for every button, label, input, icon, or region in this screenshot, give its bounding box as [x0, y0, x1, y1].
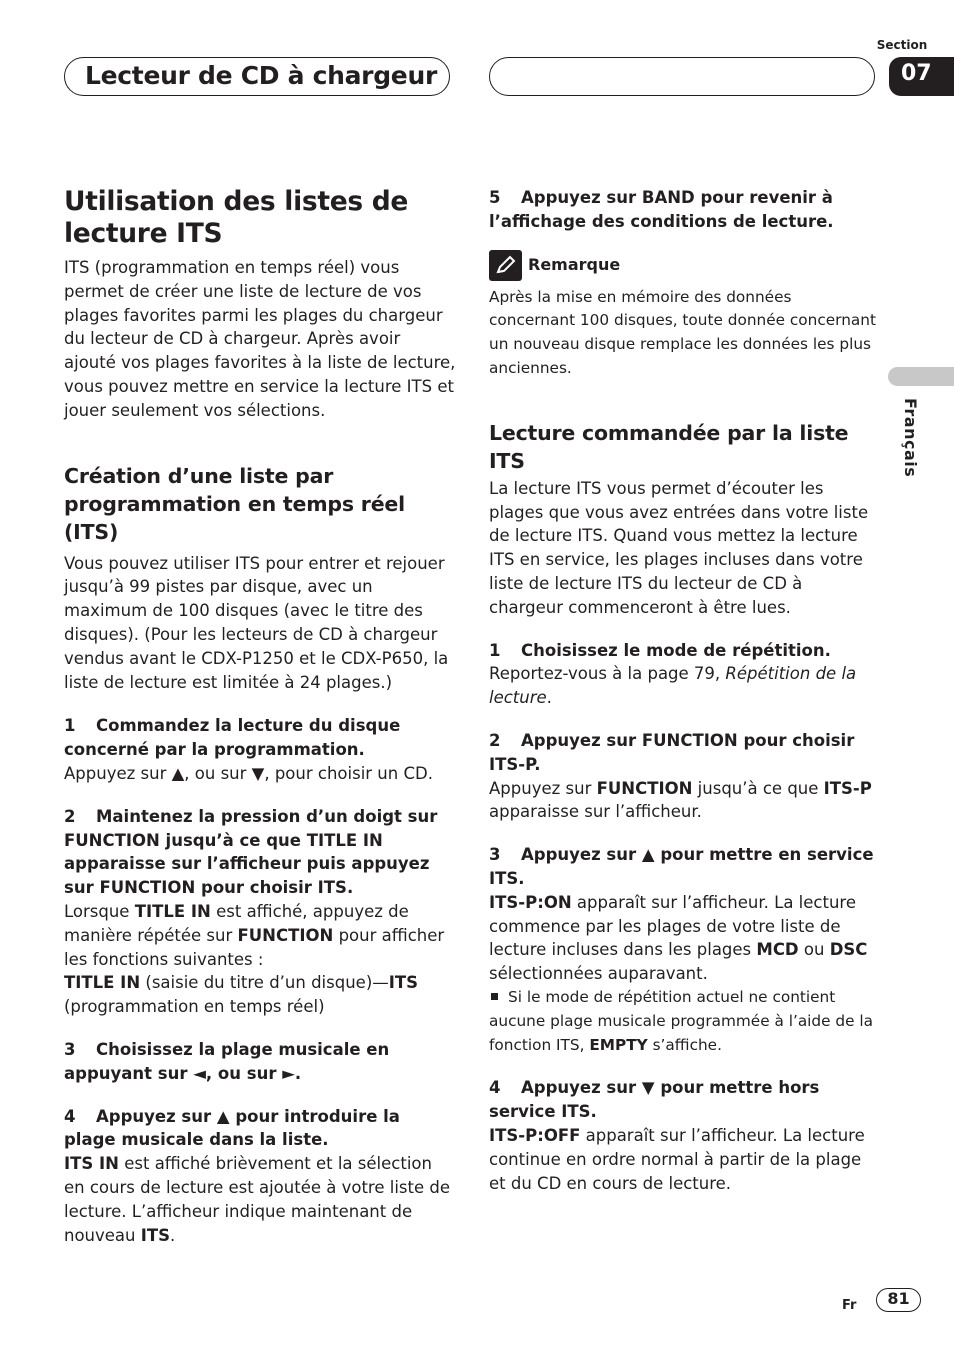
step-4-title: [64, 1105, 456, 1153]
bullet-square-icon: [491, 993, 498, 1000]
playback-step-3-title: [489, 843, 881, 891]
step-text: Appuyez sur ▲ pour mettre en service ITS.: [489, 845, 874, 888]
step-number: 2: [64, 806, 76, 826]
step-2-function-list: TITLE IN (saisie du titre d’un disque)—ITS (programmation en temps réel): [64, 973, 419, 1017]
step-text: Appuyez sur FUNCTION pour choisir ITS-P.: [489, 730, 855, 774]
playback-step-3-bullet: Si le mode de répétition actuel ne contient aucune plage musicale programmée à l’aide de la fonction ITS, EMPTY s’affiche.: [489, 987, 874, 1054]
step-number: 5: [489, 188, 501, 207]
note-label: Remarque: [528, 255, 621, 275]
left-column: [64, 186, 456, 1247]
step-4-body: ITS IN est affiché brièvement et la sélection en cours de lecture est ajoutée à votre liste de lecture. L’afficheur indique maintenant de nouveau ITS.: [64, 1154, 451, 1245]
section-number: 07: [901, 61, 932, 86]
page-number: 81: [876, 1288, 921, 1312]
main-heading: Utilisation des listes de lecture ITS: [64, 186, 409, 249]
creation-paragraph: Vous pouvez utiliser ITS pour entrer et rejouer jusqu’à 99 pistes par disque, avec un maximum de 100 disques (avec le titre des disques). (Pour les lecteurs de CD à chargeur vendus avant le CDX-P1250 et le CDX-P650, la liste de lecture est limitée à 24 plages.): [64, 553, 449, 692]
step-number: 1: [489, 640, 501, 660]
playback-step-2-title: [489, 729, 881, 777]
step-text: Appuyez sur ▼ pour mettre hors service ITS.: [489, 1078, 820, 1122]
step-number: 4: [489, 1078, 501, 1098]
playback-step-4-body: ITS-P:OFF apparaît sur l’afficheur. La lecture continue en ordre normal à partir de la plage et du CD en cours de lecture.: [489, 1125, 865, 1193]
playback-step-3-body: ITS-P:ON apparaît sur l’afficheur. La lecture commence par les plages de votre liste de lecture incluses dans les plages MCD ou DSC sélectionnées auparavant.: [489, 892, 868, 984]
step-3-title: [64, 1038, 456, 1086]
playback-step-1-body: Reportez-vous à la page 79, Répétition de la lecture.: [489, 664, 857, 708]
step-number: 3: [489, 845, 501, 865]
step-text: Commandez la lecture du disque concerné par la programmation.: [64, 716, 401, 760]
subheading-playback: Lecture commandée par la liste ITS: [489, 420, 849, 473]
language-tab: [888, 367, 954, 386]
step-number: 4: [64, 1106, 76, 1126]
step-5-title: [489, 186, 881, 234]
step-number: 2: [489, 730, 501, 750]
section-badge: [889, 57, 954, 96]
playback-step-2-body: Appuyez sur FUNCTION jusqu’à ce que ITS-P apparaisse sur l’afficheur.: [489, 778, 872, 822]
step-text: Maintenez la pression d’un doigt sur FUNCTION jusqu’à ce que TITLE IN apparaisse sur l’afficheur puis appuyez sur FUNCTION pour choisir ITS.: [64, 806, 438, 898]
step-text: Choisissez la plage musicale en appuyant sur ◄, ou sur ►.: [64, 1039, 390, 1083]
header-title-frame: [64, 57, 450, 96]
step-number: 3: [64, 1039, 76, 1059]
chapter-title: Lecteur de CD à chargeur: [85, 61, 437, 90]
step-text: Appuyez sur ▲ pour introduire la plage musicale dans la liste.: [64, 1106, 400, 1150]
step-2-body: Lorsque TITLE IN est affiché, appuyez de manière répétée sur FUNCTION pour afficher les fonctions suivantes :: [64, 901, 445, 969]
pencil-note-icon: [489, 250, 522, 281]
intro-paragraph: ITS (programmation en temps réel) vous permet de créer une liste de lecture de vos plages favorites parmi les plages du chargeur du lecteur de CD à chargeur. Après avoir ajouté vos plages favorites à la liste de lecture, vous pouvez mettre en service la lecture ITS et jouer seulement vos sélections.: [64, 258, 456, 420]
note-header: [489, 250, 881, 281]
footer-language: Fr: [842, 1298, 857, 1313]
note-body: Après la mise en mémoire des données concernant 100 disques, toute donnée concernant un nouveau disque remplace les données les plus anciennes.: [489, 287, 876, 377]
right-column: [489, 186, 881, 1195]
subheading-creation: Création d’une liste par programmation en temps réel (ITS): [64, 463, 405, 544]
playback-paragraph: La lecture ITS vous permet d’écouter les plages que vous avez entrées dans votre liste de lecture ITS. Quand vous mettez la lecture ITS en service, les plages incluses dans votre liste de lecture ITS du lecteur de CD à chargeur commenceront à être lues.: [489, 478, 869, 617]
step-text: Appuyez sur BAND pour revenir à l’affichage des conditions de lecture.: [489, 188, 834, 231]
header-empty-frame: [489, 57, 875, 96]
step-1-title: [64, 714, 456, 762]
playback-step-4-title: [489, 1076, 881, 1124]
language-label: Français: [901, 398, 920, 478]
section-label: Section: [876, 38, 928, 52]
step-2-title: [64, 805, 456, 900]
step-text: Choisissez le mode de répétition.: [521, 640, 831, 660]
playback-step-1-title: [489, 639, 881, 663]
step-1-body: Appuyez sur ▲, ou sur ▼, pour choisir un CD.: [64, 763, 433, 783]
step-number: 1: [64, 716, 76, 736]
